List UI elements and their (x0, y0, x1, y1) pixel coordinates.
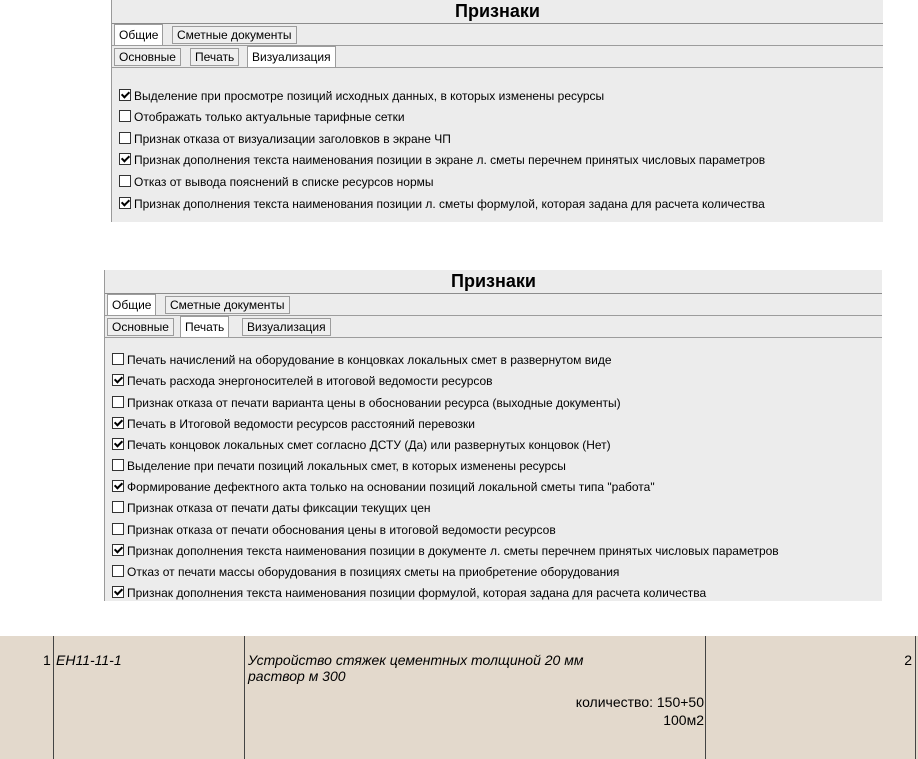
checkbox[interactable] (112, 565, 124, 577)
option-label: Признак дополнения текста наименования позиции в документе л. сметы перечнем принятых числовых параметров (127, 544, 779, 558)
position-name-line2: раствор м 300 (248, 668, 346, 684)
option-label: Отображать только актуальные тарифные сетки (134, 110, 405, 124)
option-label: Признак отказа от печати варианта цены в обосновании ресурса (выходные документы) (127, 396, 621, 410)
option-item[interactable] (119, 196, 765, 213)
position-name-line1: Устройство стяжек цементных толщиной 20 мм (248, 652, 584, 668)
sub-tab-row (112, 46, 883, 68)
option-item[interactable] (112, 458, 566, 475)
option-item[interactable] (112, 416, 475, 433)
tab-print[interactable]: Печать (180, 316, 229, 338)
option-label: Признак отказа от визуализации заголовков в экране ЧП (134, 132, 451, 146)
tab-basic[interactable]: Основные (107, 318, 174, 336)
checkbox[interactable] (112, 417, 124, 429)
quantity-formula: количество: 150+50 (575, 694, 704, 710)
option-item[interactable] (119, 131, 451, 148)
option-label: Выделение при печати позиций локальных смет, в которых изменены ресурсы (127, 459, 566, 473)
option-item[interactable] (112, 564, 619, 581)
tab-visualization[interactable]: Визуализация (242, 318, 331, 336)
option-item[interactable] (112, 500, 431, 517)
unit-of-measure: 100м2 (663, 712, 704, 728)
option-item[interactable] (112, 479, 655, 496)
option-label: Признак отказа от печати обоснования цены в итоговой ведомости ресурсов (127, 523, 556, 537)
option-label: Печать расхода энергоносителей в итоговой ведомости ресурсов (127, 374, 493, 388)
tab-estimate-documents[interactable]: Сметные документы (165, 296, 290, 314)
option-item[interactable] (112, 437, 611, 454)
option-item[interactable] (112, 395, 621, 412)
option-item[interactable] (119, 109, 405, 126)
checkbox[interactable] (112, 353, 124, 365)
option-label: Формирование дефектного акта только на основании позиций локальной сметы типа "работа" (127, 480, 655, 494)
option-item[interactable] (112, 543, 779, 560)
checkbox[interactable] (112, 544, 124, 556)
option-label: Печать концовок локальных смет согласно ДСТУ (Да) или развернутых концовок (Нет) (127, 438, 611, 452)
panel-title: Признаки (112, 0, 883, 24)
option-item[interactable] (112, 352, 612, 369)
option-label: Признак отказа от печати даты фиксации текущих цен (127, 501, 431, 515)
option-label: Отказ от печати массы оборудования в позициях сметы на приобретение оборудования (127, 565, 620, 579)
option-item[interactable] (119, 174, 434, 191)
checkbox[interactable] (119, 153, 131, 165)
sub-tab-row (105, 316, 882, 338)
checkbox[interactable] (112, 374, 124, 386)
checkbox[interactable] (112, 438, 124, 450)
checkbox[interactable] (119, 89, 131, 101)
option-item[interactable] (112, 373, 493, 390)
checkbox[interactable] (112, 480, 124, 492)
checkbox[interactable] (119, 132, 131, 144)
top-tab-row (112, 24, 883, 46)
settings-panel-visualization (111, 0, 883, 222)
checkbox[interactable] (112, 501, 124, 513)
tab-general[interactable]: Общие (114, 24, 163, 46)
estimate-table-row[interactable] (0, 636, 918, 759)
option-item[interactable] (119, 88, 604, 105)
position-code: ЕН11-11-1 (56, 652, 122, 668)
option-item[interactable] (112, 585, 706, 602)
option-item[interactable] (119, 152, 765, 169)
checkbox[interactable] (119, 197, 131, 209)
column-divider (915, 636, 916, 759)
panel-title: Признаки (105, 270, 882, 294)
top-tab-row (105, 294, 882, 316)
option-label: Отказ от вывода пояснений в списке ресурсов нормы (134, 175, 434, 189)
option-item[interactable] (112, 522, 556, 539)
checkbox[interactable] (112, 459, 124, 471)
tab-visualization[interactable]: Визуализация (247, 46, 336, 68)
tab-estimate-documents[interactable]: Сметные документы (172, 26, 297, 44)
option-label: Признак дополнения текста наименования позиции л. сметы формулой, которая задана для расчета количества (134, 197, 765, 211)
column-divider (705, 636, 706, 759)
tab-general[interactable]: Общие (107, 294, 156, 316)
checkbox[interactable] (112, 396, 124, 408)
option-label: Печать в Итоговой ведомости ресурсов расстояний перевозки (127, 417, 475, 431)
checkbox[interactable] (112, 523, 124, 535)
settings-panel-print (104, 270, 882, 601)
tab-basic[interactable]: Основные (114, 48, 181, 66)
column-divider (53, 636, 54, 759)
tab-print[interactable]: Печать (190, 48, 239, 66)
column-divider (244, 636, 245, 759)
option-label: Признак дополнения текста наименования позиции в экране л. сметы перечнем принятых числовых параметров (134, 153, 766, 167)
checkbox[interactable] (119, 175, 131, 187)
checkbox[interactable] (112, 586, 124, 598)
checkbox[interactable] (119, 110, 131, 122)
row-number: 1 (43, 652, 51, 668)
option-label: Выделение при просмотре позиций исходных данных, в которых изменены ресурсы (134, 89, 605, 103)
value-cell: 2 (904, 652, 912, 668)
option-label: Признак дополнения текста наименования позиции формулой, которая задана для расчета количества (127, 586, 707, 600)
option-label: Печать начислений на оборудование в концовках локальных смет в развернутом виде (127, 353, 612, 367)
